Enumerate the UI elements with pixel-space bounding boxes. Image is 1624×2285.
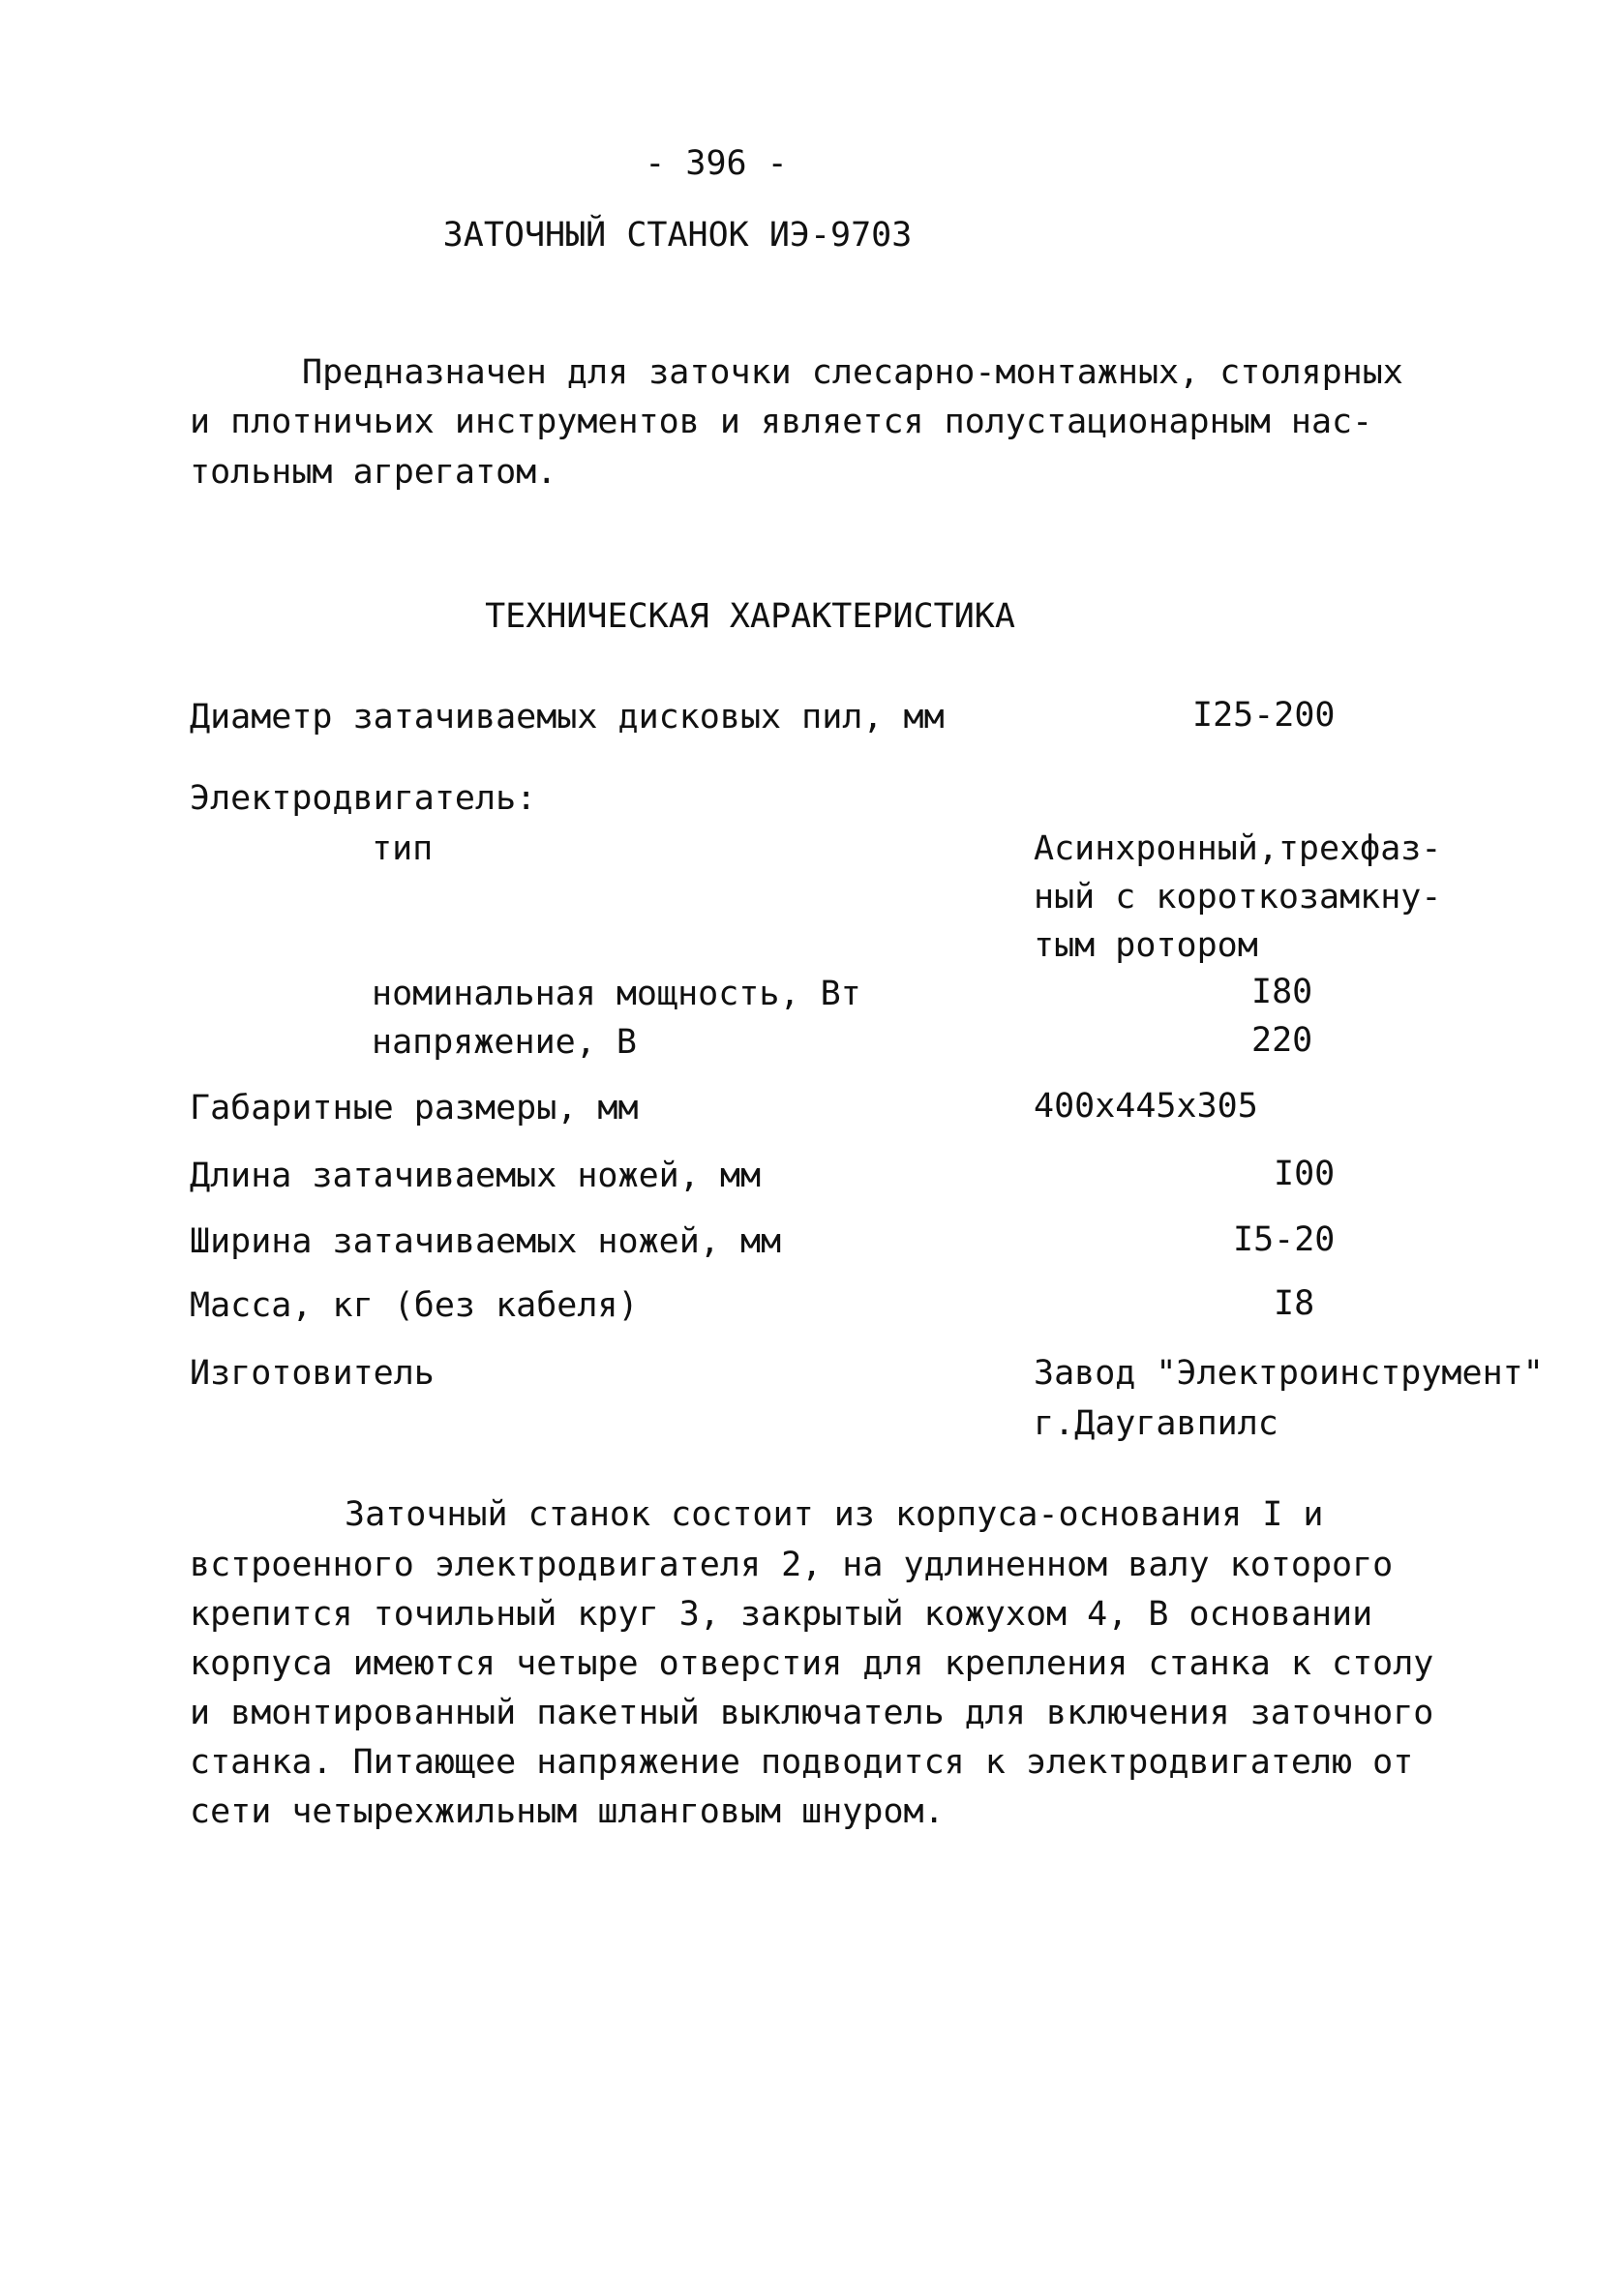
spec-label-saw-diameter: Диаметр затачиваемых дисковых пил, мм	[190, 698, 945, 737]
spec-label-knife-length: Длина затачиваемых ножей, мм	[190, 1157, 762, 1195]
spec-label-motor-power: номинальная мощность, Вт	[372, 975, 861, 1013]
spec-value-manufacturer: г.Даугавпилс	[1034, 1404, 1278, 1443]
spec-label-mass: Масса, кг (без кабеля)	[190, 1286, 639, 1325]
spec-label-knife-width: Ширина затачиваемых ножей, мм	[190, 1222, 782, 1261]
spec-value-manufacturer: Завод "Электроинструмент"	[1034, 1354, 1544, 1393]
intro-line: Предназначен для заточки слесарно-монтажных, столярных	[302, 353, 1403, 392]
spec-heading: ТЕХНИЧЕСКАЯ ХАРАКТЕРИСТИКА	[485, 597, 1015, 636]
spec-value-motor-type: тым ротором	[1034, 926, 1258, 965]
spec-value-motor-type: Асинхронный,трехфаз-	[1034, 829, 1442, 868]
spec-label-motor-voltage: напряжение, В	[372, 1023, 637, 1062]
description-line: сети четырехжильным шланговым шнуром.	[190, 1792, 945, 1831]
spec-value-knife-width: I5-20	[1233, 1220, 1336, 1259]
spec-label-manufacturer: Изготовитель	[190, 1354, 435, 1393]
page-number: - 396 -	[645, 144, 788, 183]
spec-label-motor-type: тип	[372, 829, 434, 868]
description-line: корпуса имеются четыре отверстия для крепления станка к столу	[190, 1644, 1434, 1683]
intro-line: и плотничьих инструментов и является полустационарным нас-	[190, 403, 1373, 441]
spec-label-dimensions: Габаритные размеры, мм	[190, 1089, 639, 1127]
spec-value-mass: I8	[1274, 1284, 1315, 1323]
spec-value-knife-length: I00	[1274, 1155, 1336, 1193]
intro-line: тольным агрегатом.	[190, 453, 557, 492]
spec-label-motor: Электродвигатель:	[190, 779, 537, 818]
description-line: встроенного электродвигателя 2, на удлиненном валу которого	[190, 1546, 1394, 1584]
spec-value-motor-voltage: 220	[1251, 1021, 1313, 1060]
spec-value-motor-power: I80	[1251, 973, 1313, 1011]
description-line: станка. Питающее напряжение подводится к электродвигателю от	[190, 1743, 1414, 1782]
spec-value-saw-diameter: I25-200	[1192, 696, 1336, 735]
spec-value-dimensions: 400x445x305	[1034, 1087, 1258, 1126]
document-title: ЗАТОЧНЫЙ СТАНОК ИЭ-9703	[442, 216, 913, 255]
spec-value-motor-type: ный с короткозамкну-	[1034, 878, 1442, 917]
description-line: крепится точильный круг 3, закрытый кожухом 4, В основании	[190, 1595, 1373, 1634]
description-line: Заточный станок состоит из корпуса-основания I и	[345, 1495, 1324, 1534]
description-line: и вмонтированный пакетный выключатель для включения заточного	[190, 1694, 1434, 1732]
